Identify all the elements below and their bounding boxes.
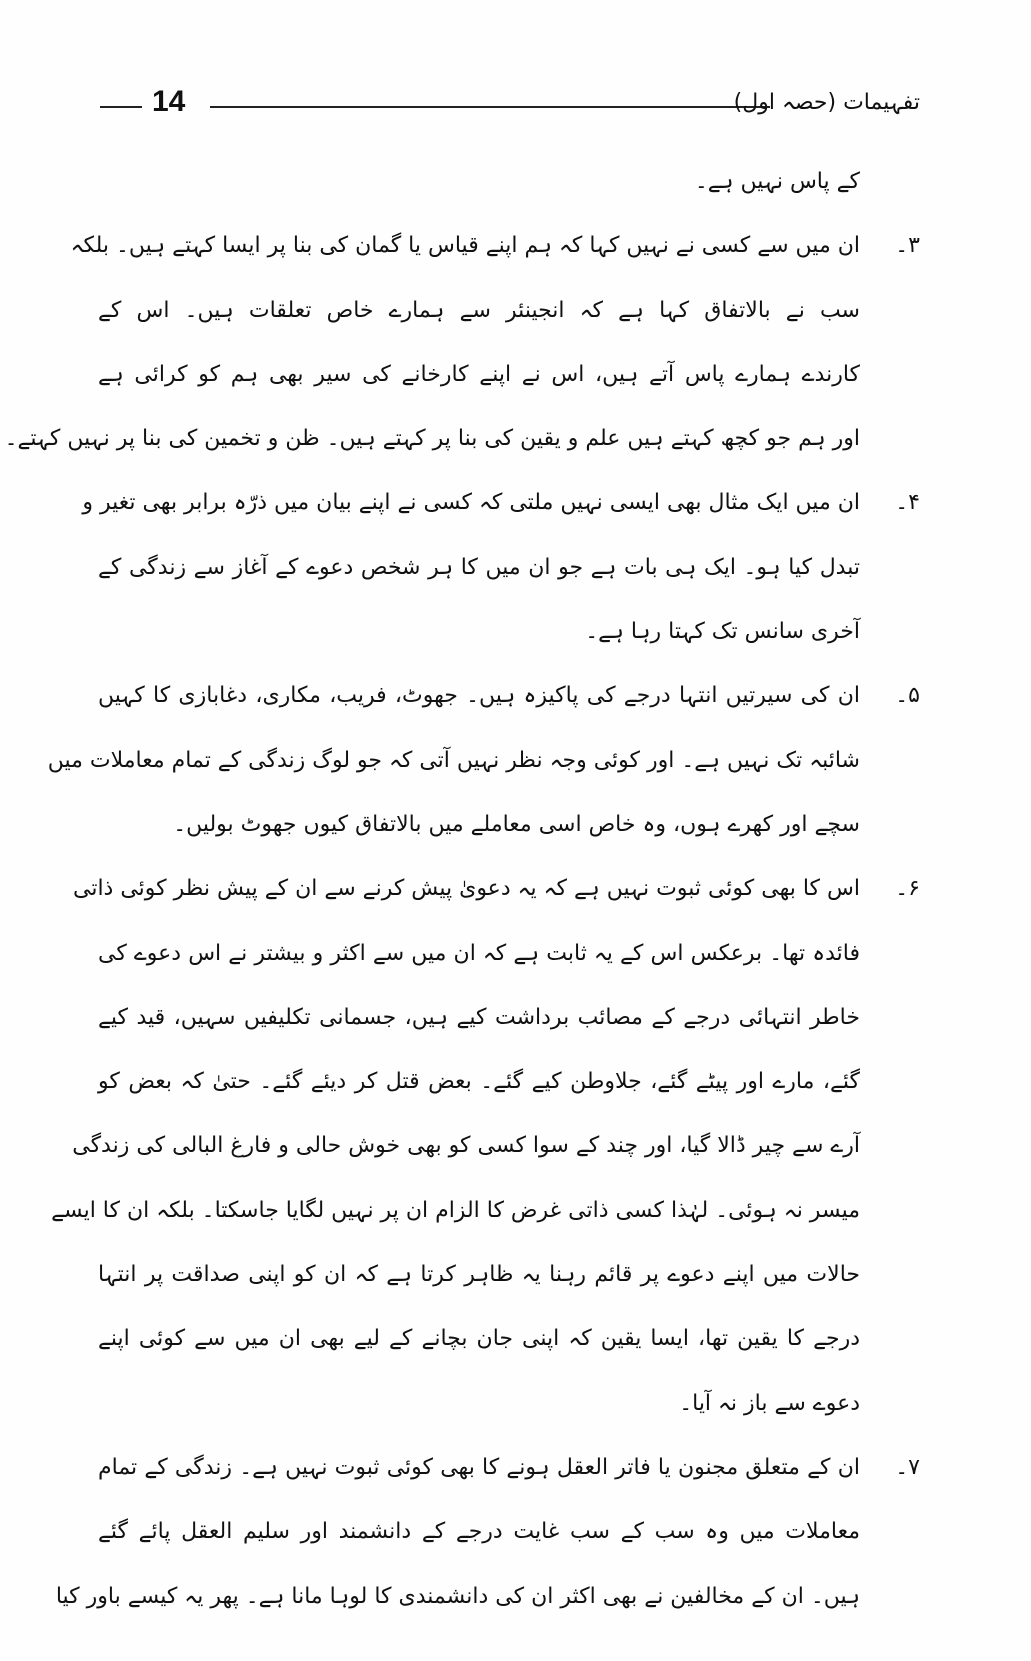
text-line [98,793,920,857]
list-number: ۴۔ [895,490,920,516]
text-line [98,343,920,407]
text-line [98,922,920,986]
text-line [98,1307,920,1371]
line-text: ان کی سیرتیں انتہا درجے کی پاکیزہ ہیں۔ جھوٹ، فریب، مکاری، دغابازی کا کہیں [98,683,860,709]
text-line [4,407,920,471]
text-line [98,600,920,664]
text-line [47,729,920,793]
line-text: میسر نہ ہوئی۔ لہٰذا کسی ذاتی غرض کا الزام ان پر نہیں لگایا جاسکتا۔ بلکہ ان کا ایسے [51,1197,860,1223]
line-text: اس کا بھی کوئی ثبوت نہیں ہے کہ یہ دعویٰ پیش کرنے سے ان کے پیش نظر کوئی ذاتی [72,876,860,902]
list-number: ۵۔ [895,683,920,709]
text-line [98,1500,920,1564]
text-line [98,536,920,600]
line-text: تبدل کیا ہو۔ ایک ہی بات ہے جو ان میں کا ہر شخص دعوے کے آغاز سے زندگی کے [98,554,860,580]
line-text: معاملات میں وہ سب کے سب غایت درجے کے دانشمند اور سلیم العقل پائے گئے [98,1519,860,1545]
text-line [82,471,920,535]
line-text: اور ہم جو کچھ کہتے ہیں علم و یقین کی بنا پر کہتے ہیں۔ ظن و تخمین کی بنا پر نہیں کہتے۔ [4,426,860,452]
list-number: ۳۔ [895,233,920,259]
text-line [55,1565,920,1629]
line-text: شائبہ تک نہیں ہے۔ اور کوئی وجہ نظر نہیں آتی کہ جو لوگ زندگی کے تمام معاملات میں [47,747,860,773]
line-text: کارندے ہمارے پاس آتے ہیں، اس نے اپنے کارخانے کی سیر بھی ہم کو کرائی ہے [98,361,860,387]
text-line [98,1050,920,1114]
line-text: سب نے بالاتفاق کہا ہے کہ انجینئر سے ہمارے خاص تعلقات ہیں۔ اس کے [98,297,860,323]
text-line [98,986,920,1050]
text-line [98,150,920,214]
line-text: فائدہ تھا۔ برعکس اس کے یہ ثابت ہے کہ ان میں سے اکثر و بیشتر نے اس دعوے کی [98,940,860,966]
body-text [4,150,920,1629]
text-line [51,1179,920,1243]
line-text: سچے اور کھرے ہوں، وہ خاص اسی معاملے میں بالاتفاق کیوں جھوٹ بولیں۔ [173,811,860,837]
line-text: ان میں سے کسی نے نہیں کہا کہ ہم اپنے قیاس یا گمان کی بنا پر ایسا کہتے ہیں۔ بلکہ [70,233,860,259]
page-number: 14 [152,85,186,118]
text-line [72,857,920,921]
text-line [98,664,920,728]
book-title: تفہیمات (حصہ اول) [733,90,920,115]
line-text: گئے، مارے اور پیٹے گئے، جلاوطن کیے گئے۔ بعض قتل کر دیئے گئے۔ حتیٰ کہ بعض کو [98,1069,860,1095]
line-text: خاطر انتہائی درجے کے مصائب برداشت کیے ہیں، جسمانی تکلیفیں سہیں، قید کیے [98,1004,860,1030]
header-rule [210,106,770,108]
line-text: ہیں۔ ان کے مخالفین نے بھی اکثر ان کی دانشمندی کا لوہا مانا ہے۔ پھر یہ کیسے باور کیا [55,1583,860,1609]
header-rule-left [100,106,142,108]
line-text: درجے کا یقین تھا، ایسا یقین کہ اپنی جان بچانے کے لیے بھی ان میں سے کوئی اپنے [98,1326,860,1352]
list-number: ۶۔ [895,876,920,902]
line-text: ان کے متعلق مجنون یا فاتر العقل ہونے کا بھی کوئی ثبوت نہیں ہے۔ زندگی کے تمام [98,1454,860,1480]
text-line [98,279,920,343]
line-text: آخری سانس تک کہتا رہا ہے۔ [585,619,860,645]
text-line [98,1243,920,1307]
text-line [70,214,920,278]
line-text: دعوے سے باز نہ آیا۔ [679,1390,860,1416]
line-text: حالات میں اپنے دعوے پر قائم رہنا یہ ظاہر کرتا ہے کہ ان کو اپنی صداقت پر انتہا [98,1262,860,1288]
line-text: آرے سے چیر ڈالا گیا، اور چند کے سوا کسی کو بھی خوش حالی و فارغ البالی کی زندگی [72,1133,860,1159]
page-header [100,84,920,124]
list-number: ۷۔ [895,1454,920,1480]
text-line [72,1114,920,1178]
text-line [98,1436,920,1500]
text-line [98,1372,920,1436]
line-text: کے پاس نہیں ہے۔ [694,169,860,194]
line-text: ان میں ایک مثال بھی ایسی نہیں ملتی کہ کسی نے اپنے بیان میں ذرّہ برابر بھی تغیر و [82,490,860,516]
